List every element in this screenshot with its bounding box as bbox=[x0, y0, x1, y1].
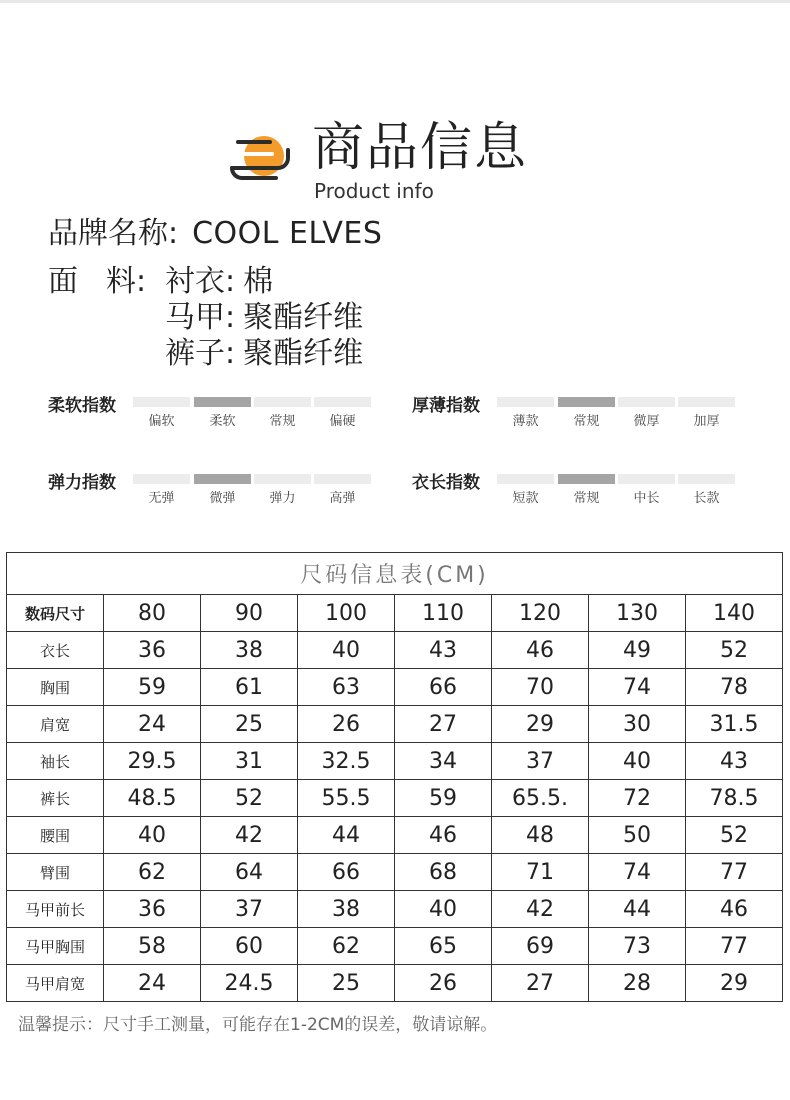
table-cell: 40 bbox=[298, 632, 395, 669]
table-header-label: 数码尺寸 bbox=[7, 595, 104, 632]
table-cell: 74 bbox=[589, 669, 686, 706]
table-cell: 43 bbox=[686, 743, 783, 780]
table-cell: 27 bbox=[492, 965, 589, 1002]
table-cell: 62 bbox=[298, 928, 395, 965]
brand-label: 品牌名称: bbox=[48, 216, 179, 251]
softness-index bbox=[48, 391, 398, 441]
fabric-item bbox=[165, 336, 363, 372]
product-info-logo-icon bbox=[226, 128, 298, 188]
table-cell: 46 bbox=[686, 891, 783, 928]
index-segment bbox=[558, 474, 615, 484]
fabric-item bbox=[165, 264, 273, 300]
index-option: 短款 bbox=[512, 491, 539, 506]
top-divider bbox=[0, 0, 790, 3]
table-cell: 24 bbox=[104, 706, 201, 743]
table-cell: 24.5 bbox=[201, 965, 298, 1002]
brand-value: COOL ELVES bbox=[192, 216, 383, 251]
row-label: 裤长 bbox=[7, 780, 104, 817]
table-cell: 38 bbox=[201, 632, 298, 669]
index-segment bbox=[314, 397, 371, 407]
index-option: 微厚 bbox=[633, 414, 660, 429]
table-cell: 43 bbox=[395, 632, 492, 669]
table-cell: 46 bbox=[492, 632, 589, 669]
table-cell: 27 bbox=[395, 706, 492, 743]
index-option: 中长 bbox=[633, 491, 660, 506]
table-cell: 48 bbox=[492, 817, 589, 854]
table-cell: 50 bbox=[589, 817, 686, 854]
table-row bbox=[7, 965, 783, 1002]
index-segment bbox=[133, 474, 190, 484]
table-cell: 26 bbox=[395, 965, 492, 1002]
index-option: 常规 bbox=[269, 414, 296, 429]
index-segment bbox=[618, 397, 675, 407]
table-cell: 25 bbox=[201, 706, 298, 743]
row-label: 腰围 bbox=[7, 817, 104, 854]
table-caption: 尺码信息表(CM) bbox=[7, 553, 783, 595]
size-header-cell: 120 bbox=[492, 595, 589, 632]
table-row bbox=[7, 743, 783, 780]
table-cell: 25 bbox=[298, 965, 395, 1002]
table-cell: 64 bbox=[201, 854, 298, 891]
table-cell: 44 bbox=[298, 817, 395, 854]
table-cell: 29.5 bbox=[104, 743, 201, 780]
table-cell: 66 bbox=[395, 669, 492, 706]
table-cell: 46 bbox=[395, 817, 492, 854]
index-segment bbox=[618, 474, 675, 484]
page-title: 商品信息 bbox=[312, 118, 529, 178]
index-option: 柔软 bbox=[209, 414, 236, 429]
table-cell: 59 bbox=[104, 669, 201, 706]
row-label: 肩宽 bbox=[7, 706, 104, 743]
table-cell: 78.5 bbox=[686, 780, 783, 817]
index-option: 无弹 bbox=[148, 491, 175, 506]
table-cell: 36 bbox=[104, 632, 201, 669]
size-header-cell: 90 bbox=[201, 595, 298, 632]
table-cell: 77 bbox=[686, 854, 783, 891]
index-option: 长款 bbox=[693, 491, 720, 506]
table-cell: 32.5 bbox=[298, 743, 395, 780]
table-row bbox=[7, 817, 783, 854]
table-cell: 26 bbox=[298, 706, 395, 743]
table-row bbox=[7, 891, 783, 928]
fabric-label: 面 料: bbox=[48, 264, 147, 299]
table-cell: 24 bbox=[104, 965, 201, 1002]
table-cell: 59 bbox=[395, 780, 492, 817]
index-segment bbox=[314, 474, 371, 484]
table-cell: 31.5 bbox=[686, 706, 783, 743]
index-segment bbox=[194, 397, 251, 407]
index-title: 衣长指数 bbox=[412, 473, 480, 493]
thickness-index bbox=[412, 391, 762, 441]
table-cell: 29 bbox=[492, 706, 589, 743]
table-cell: 78 bbox=[686, 669, 783, 706]
fabric-material: 棉 bbox=[243, 264, 274, 299]
table-cell: 71 bbox=[492, 854, 589, 891]
table-cell: 49 bbox=[589, 632, 686, 669]
size-header-cell: 140 bbox=[686, 595, 783, 632]
fabric-part: 裤子: bbox=[165, 336, 236, 371]
table-row bbox=[7, 928, 783, 965]
fabric-item bbox=[165, 300, 363, 336]
index-title: 厚薄指数 bbox=[412, 396, 480, 416]
table-cell: 69 bbox=[492, 928, 589, 965]
index-segment bbox=[497, 397, 554, 407]
size-table bbox=[6, 552, 783, 1002]
table-row bbox=[7, 706, 783, 743]
index-option: 高弹 bbox=[329, 491, 356, 506]
index-segment bbox=[558, 397, 615, 407]
table-cell: 63 bbox=[298, 669, 395, 706]
table-cell: 68 bbox=[395, 854, 492, 891]
table-cell: 73 bbox=[589, 928, 686, 965]
size-header-cell: 100 bbox=[298, 595, 395, 632]
table-cell: 48.5 bbox=[104, 780, 201, 817]
table-cell: 52 bbox=[201, 780, 298, 817]
length-index bbox=[412, 468, 762, 518]
index-option: 偏软 bbox=[148, 414, 175, 429]
size-header-cell: 80 bbox=[104, 595, 201, 632]
table-cell: 52 bbox=[686, 817, 783, 854]
fabric-material: 聚酯纤维 bbox=[243, 336, 364, 371]
table-cell: 42 bbox=[201, 817, 298, 854]
index-option: 常规 bbox=[573, 491, 600, 506]
table-cell: 34 bbox=[395, 743, 492, 780]
table-caption-row bbox=[7, 553, 783, 595]
row-label: 胸围 bbox=[7, 669, 104, 706]
table-cell: 37 bbox=[201, 891, 298, 928]
table-cell: 30 bbox=[589, 706, 686, 743]
table-row bbox=[7, 854, 783, 891]
table-cell: 77 bbox=[686, 928, 783, 965]
measurement-tip: 温馨提示：尺寸手工测量，可能存在1-2CM的误差，敬请谅解。 bbox=[18, 1015, 498, 1035]
index-segment bbox=[194, 474, 251, 484]
index-option: 偏硬 bbox=[329, 414, 356, 429]
row-label: 袖长 bbox=[7, 743, 104, 780]
index-segment bbox=[254, 474, 311, 484]
index-option: 微弹 bbox=[209, 491, 236, 506]
size-header-cell: 110 bbox=[395, 595, 492, 632]
row-label: 马甲胸围 bbox=[7, 928, 104, 965]
table-row bbox=[7, 780, 783, 817]
table-cell: 29 bbox=[686, 965, 783, 1002]
index-title: 弹力指数 bbox=[48, 473, 116, 493]
fabric-part: 衬衣: bbox=[165, 264, 236, 299]
table-row bbox=[7, 669, 783, 706]
table-cell: 62 bbox=[104, 854, 201, 891]
size-header-cell: 130 bbox=[589, 595, 686, 632]
index-segment bbox=[678, 397, 735, 407]
table-cell: 74 bbox=[589, 854, 686, 891]
table-cell: 66 bbox=[298, 854, 395, 891]
table-cell: 55.5 bbox=[298, 780, 395, 817]
table-cell: 37 bbox=[492, 743, 589, 780]
index-option: 常规 bbox=[573, 414, 600, 429]
row-label: 马甲前长 bbox=[7, 891, 104, 928]
row-label: 衣长 bbox=[7, 632, 104, 669]
index-segment bbox=[497, 474, 554, 484]
index-segment bbox=[133, 397, 190, 407]
table-cell: 52 bbox=[686, 632, 783, 669]
table-header-row bbox=[7, 595, 783, 632]
brand-line bbox=[48, 216, 382, 252]
row-label: 臂围 bbox=[7, 854, 104, 891]
table-cell: 65 bbox=[395, 928, 492, 965]
table-cell: 40 bbox=[395, 891, 492, 928]
table-cell: 70 bbox=[492, 669, 589, 706]
index-title: 柔软指数 bbox=[48, 396, 116, 416]
table-cell: 36 bbox=[104, 891, 201, 928]
elasticity-index bbox=[48, 468, 398, 518]
table-cell: 38 bbox=[298, 891, 395, 928]
table-cell: 40 bbox=[589, 743, 686, 780]
table-cell: 44 bbox=[589, 891, 686, 928]
table-cell: 28 bbox=[589, 965, 686, 1002]
table-cell: 72 bbox=[589, 780, 686, 817]
table-cell: 60 bbox=[201, 928, 298, 965]
table-cell: 58 bbox=[104, 928, 201, 965]
index-segment bbox=[254, 397, 311, 407]
page-subtitle: Product info bbox=[314, 179, 434, 203]
index-option: 弹力 bbox=[269, 491, 296, 506]
fabric-part: 马甲: bbox=[165, 300, 236, 335]
index-option: 薄款 bbox=[512, 414, 539, 429]
table-cell: 40 bbox=[104, 817, 201, 854]
index-segment bbox=[678, 474, 735, 484]
table-cell: 42 bbox=[492, 891, 589, 928]
table-row bbox=[7, 632, 783, 669]
fabric-material: 聚酯纤维 bbox=[243, 300, 364, 335]
table-cell: 65.5. bbox=[492, 780, 589, 817]
table-cell: 61 bbox=[201, 669, 298, 706]
index-option: 加厚 bbox=[693, 414, 720, 429]
table-cell: 31 bbox=[201, 743, 298, 780]
row-label: 马甲肩宽 bbox=[7, 965, 104, 1002]
